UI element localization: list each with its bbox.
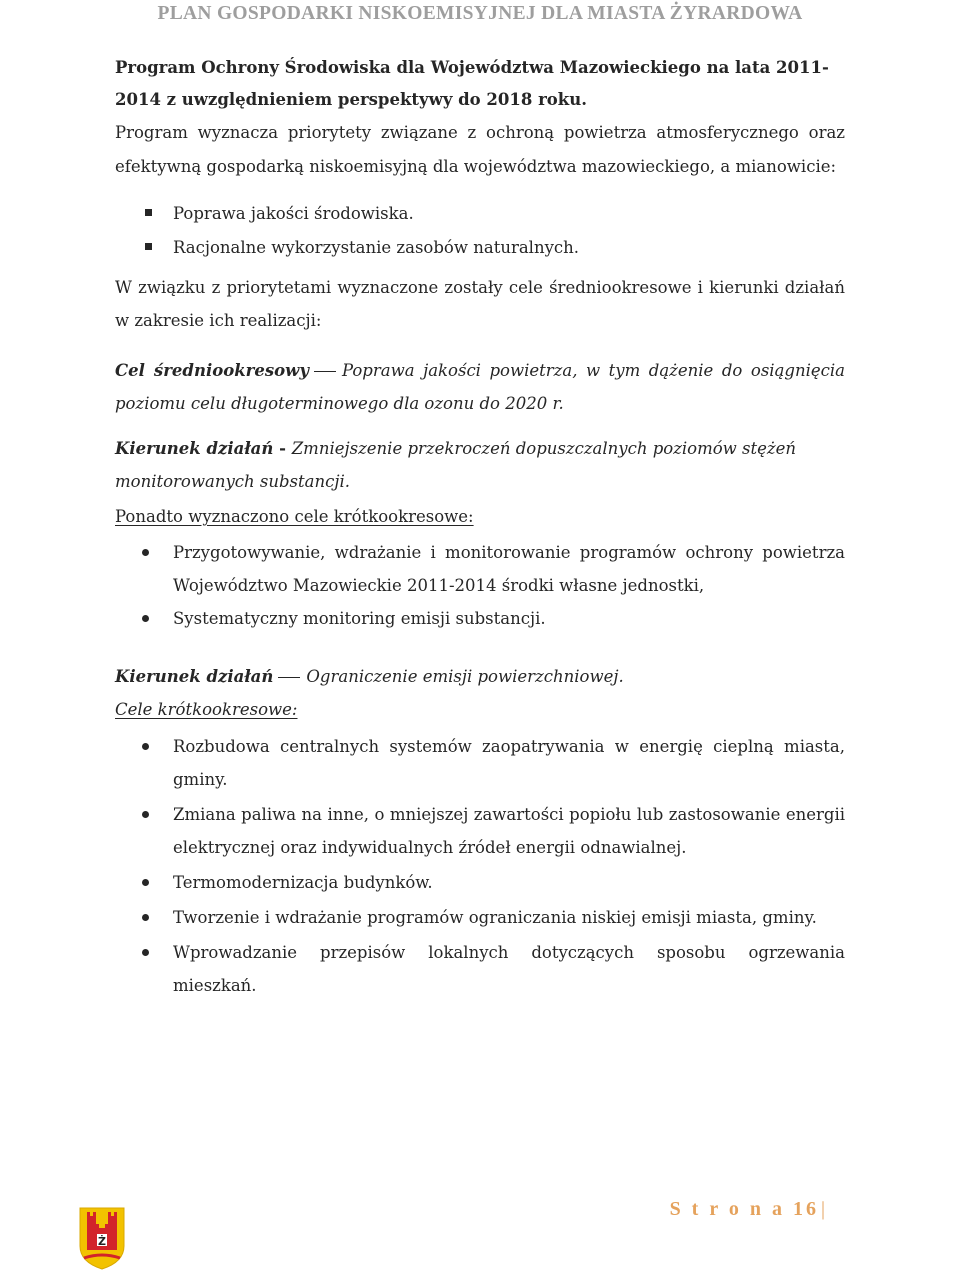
direction2-label: Kierunek działań (115, 667, 274, 686)
list-item: Wprowadzanie przepisów lokalnych dotyczących sposobu ogrzewania mieszkań. (115, 936, 845, 1002)
direction2-text: Ograniczenie emisji powierzchniowej. (306, 667, 624, 686)
page-separator: | (820, 1198, 825, 1220)
intro-paragraph: Program wyznacza priorytety związane z ochroną powietrza atmosferycznego oraz efektywną gospodarką niskoemisyjną dla województwa mazowieckiego, a mianowicie: (115, 123, 845, 176)
dash-separator (278, 677, 300, 678)
page-content (115, 52, 845, 1002)
section-heading: Program Ochrony Środowiska dla Województwa Mazowieckiego na lata 2011-2014 z uwzględnieniem perspektywy do 2018 roku. (115, 58, 829, 109)
page-label: S t r o n a (669, 1198, 785, 1220)
direction1-paragraph (115, 432, 845, 498)
goal-text: Poprawa jakości powietrza, w tym dążenie do osiągnięcia poziomu celu długoterminowego dla ozonu do 2020 r. (115, 361, 845, 413)
short-term-list-2 (115, 730, 845, 1002)
priorities-paragraph: W związku z priorytetami wyznaczone zostały cele średniookresowe i kierunki działań w zakresie ich realizacji: (115, 278, 845, 330)
priorities-list (115, 197, 845, 265)
dash-separator (314, 371, 336, 372)
list-item: Tworzenie i wdrażanie programów ograniczania niskiej emisji miasta, gminy. (115, 901, 845, 934)
city-crest-icon (78, 1206, 126, 1270)
list-item: Poprawa jakości środowiska. (115, 197, 845, 231)
direction1-text: Zmniejszenie przekroczeń dopuszczalnych poziomów stężeń monitorowanych substancji. (115, 439, 796, 491)
short-term-list-1 (115, 536, 845, 635)
direction2-paragraph (115, 660, 845, 693)
page-number (670, 1198, 825, 1221)
short-term-heading-2: Cele krótkookresowe: (115, 700, 298, 719)
list-item: Zmiana paliwa na inne, o mniejszej zawartości popiołu lub zastosowanie energii elektrycznej oraz indywidualnych źródeł energii odnawialnej. (115, 798, 845, 864)
page-header: PLAN GOSPODARKI NISKOEMISYJNEJ DLA MIASTA ŻYRARDOWA (157, 3, 803, 24)
crest-letter: Ż (98, 1235, 106, 1248)
direction1-label: Kierunek działań (115, 439, 274, 458)
goal-label: Cel średniookresowy (115, 361, 309, 380)
list-item: Przygotowywanie, wdrażanie i monitorowanie programów ochrony powietrza Województwo Mazowieckie 2011-2014 środki własne jednostki, (115, 536, 845, 602)
list-item: Systematyczny monitoring emisji substancji. (115, 602, 845, 635)
page-number-value: 16 (792, 1198, 819, 1220)
list-item: Rozbudowa centralnych systemów zaopatrywania w energię cieplną miasta, gminy. (115, 730, 845, 796)
short-term-heading-1: Ponadto wyznaczono cele krótkookresowe: (115, 507, 474, 526)
list-item: Termomodernizacja budynków. (115, 866, 845, 899)
list-item: Racjonalne wykorzystanie zasobów naturalnych. (115, 231, 845, 265)
goal-paragraph (115, 354, 845, 420)
direction1-sep: - (273, 439, 292, 458)
